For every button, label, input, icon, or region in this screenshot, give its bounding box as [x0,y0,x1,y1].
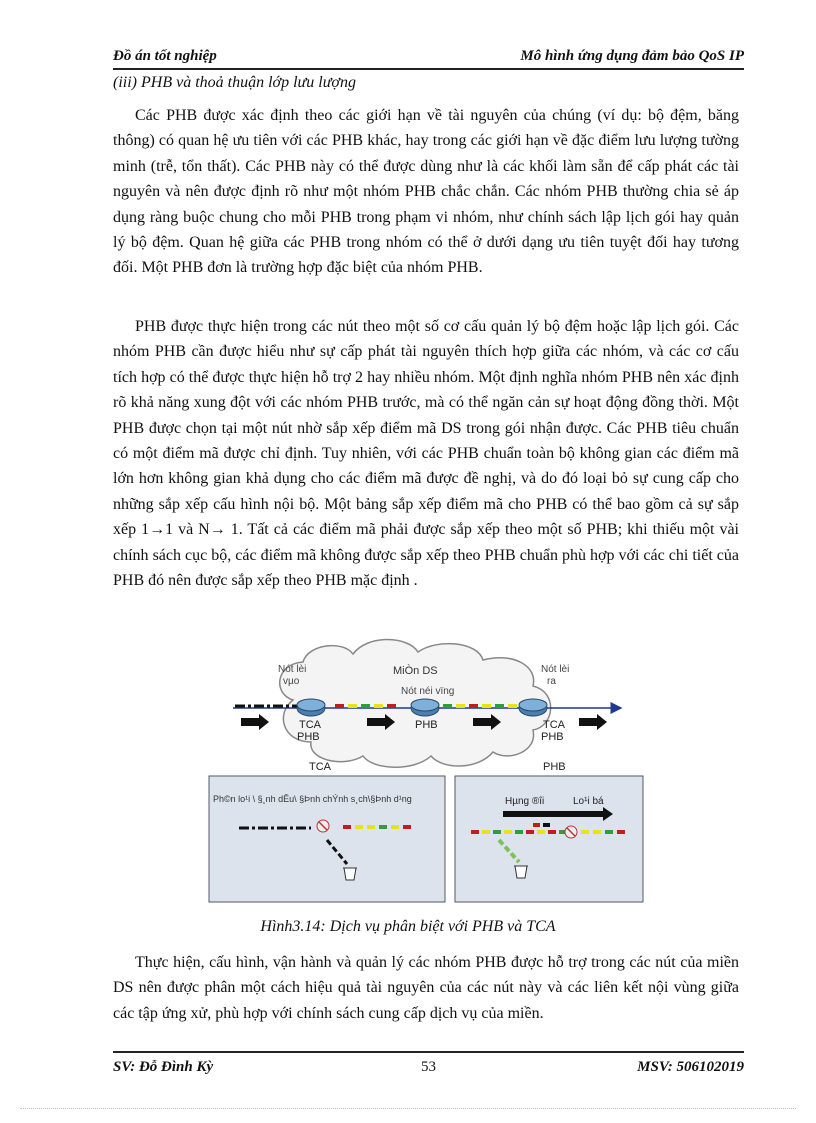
tca-panel-text: Ph©n lo¹i \ §¸nh dÊu\ §Þnh chÝnh s¸ch\§Þnh d¹ng [213,794,412,804]
core-node-phb: PHB [415,719,438,731]
phb-arrow-right-label: Lo¹i bá [573,796,604,807]
core-router-icon [411,699,439,716]
page-footer [113,1051,744,1079]
egress-node-tca: TCA [543,719,565,731]
domain-label: MiÒn DS [393,665,438,677]
paragraph-1: Các PHB được xác định theo các giới hạn về tài nguyên của chúng (ví dụ: bộ đệm, băng thông) có quan hệ ưu tiên với các PHB khác, hay trong các giới hạn về đặc điểm lưu lượng tường minh (trễ, tổn thất). Các PHB này có thể được dùng như là các khối làm sẵn để cấp phát các tài nguyên và nên được định rõ như một nhóm PHB chắc chắn. Các nhóm PHB thường chia sẻ áp dụng ràng buộc chung cho mỗi PHB trong phạm vi nhóm, như chính sách lập lịch gói hay quản lý bộ đệm. Quan hệ giữa các PHB trong nhóm có thể ở dưới dạng ưu tiên tuyệt đối hay tương đối. Một PHB đơn là trường hợp đặc biệt của nhóm PHB. [113,107,739,277]
figure-caption: Hình3.14: Dịch vụ phân biệt với PHB và TCA [260,918,556,935]
egress-label-1: Nót lèi [541,664,570,675]
phb-meter-icon [565,826,577,838]
ingress-router-icon [297,699,325,716]
phb-panel [455,776,643,902]
page-bottom-dotted-line [20,1108,796,1109]
footer-student-id: MSV: 506102019 [637,1059,744,1075]
paragraph-3: Thực hiện, cấu hình, vận hành và quản lý các nhóm PHB được hỗ trợ trong các nút của miền DS nên được phân một cách hiệu quả tài nguyên của các nút này và các liên kết nội vùng giữa các tập ứng xử, phù hợp với chính sách cung cấp dịch vụ của miền. [113,954,739,1022]
egress-node-phb: PHB [541,731,564,743]
phb-arrow-left-label: Hµng ®îi [505,796,545,807]
phb-panel-title: PHB [543,761,566,773]
header-left: Đồ án tốt nghiệp [113,48,217,64]
egress-router-icon [519,699,547,716]
ingress-node-phb: PHB [297,731,320,743]
ingress-node-tca: TCA [299,719,321,731]
egress-label-2: ra [547,676,556,687]
section-title: (iii) PHB và thoả thuận lớp lưu lượng [113,74,356,91]
page-header [113,46,744,70]
figure [203,634,651,906]
ingress-label-1: Nót lèi [278,664,307,675]
ingress-label-2: vµo [283,676,300,687]
header-right: Mô hình ứng dụng đảm bảo QoS IP [520,48,744,64]
figure-diagram [203,634,651,906]
paragraph-2: PHB được thực hiện trong các nút theo một số cơ cấu quản lý bộ đệm hoặc lập lịch gói. Các nhóm PHB cần được hiểu như sự cấp phát tài nguyên thích hợp giữa các nhóm, và các cơ cấu tích hợp có thể được thực hiện hỗ trợ 2 hay nhiều nhóm. Một định nghĩa nhóm PHB nên xác định rõ khả năng xung đột với các nhóm PHB trước, mà có thể ngăn cản sự hoạt động đồng thời. Một PHB được chọn tại một nút nhờ sắp xếp điểm mã DS trong gói nhận được. Các PHB tiêu chuẩn có một điểm mã được chỉ định. Tuy nhiên, với các PHB chuẩn toàn bộ không gian các điểm mã lớn hơn không gian khả dụng cho các điểm mã được đề nghị, và do đó loại bỏ sự cung cấp cho những sắp xếp cấu hình nội bộ. Một bảng sắp xếp điểm mã cho PHB có thể bao gồm cả sự sắp xếp 1→1 và N→ 1. Tất cả các điểm mã phải được sắp xếp theo một số PHB; khi thiếu một vài chính sách cục bộ, các điểm mã không được sắp xếp theo PHB chuẩn phù hợp với các chi tiết của PHB đó nên được sắp xếp theo PHB mặc định . [113,318,739,590]
page-number: 53 [421,1059,436,1075]
core-label: Nót néi vïng [401,686,455,697]
meter-icon [317,820,329,832]
tca-panel-title: TCA [309,761,331,773]
footer-student: SV: Đỗ Đình Kỳ [113,1059,214,1075]
